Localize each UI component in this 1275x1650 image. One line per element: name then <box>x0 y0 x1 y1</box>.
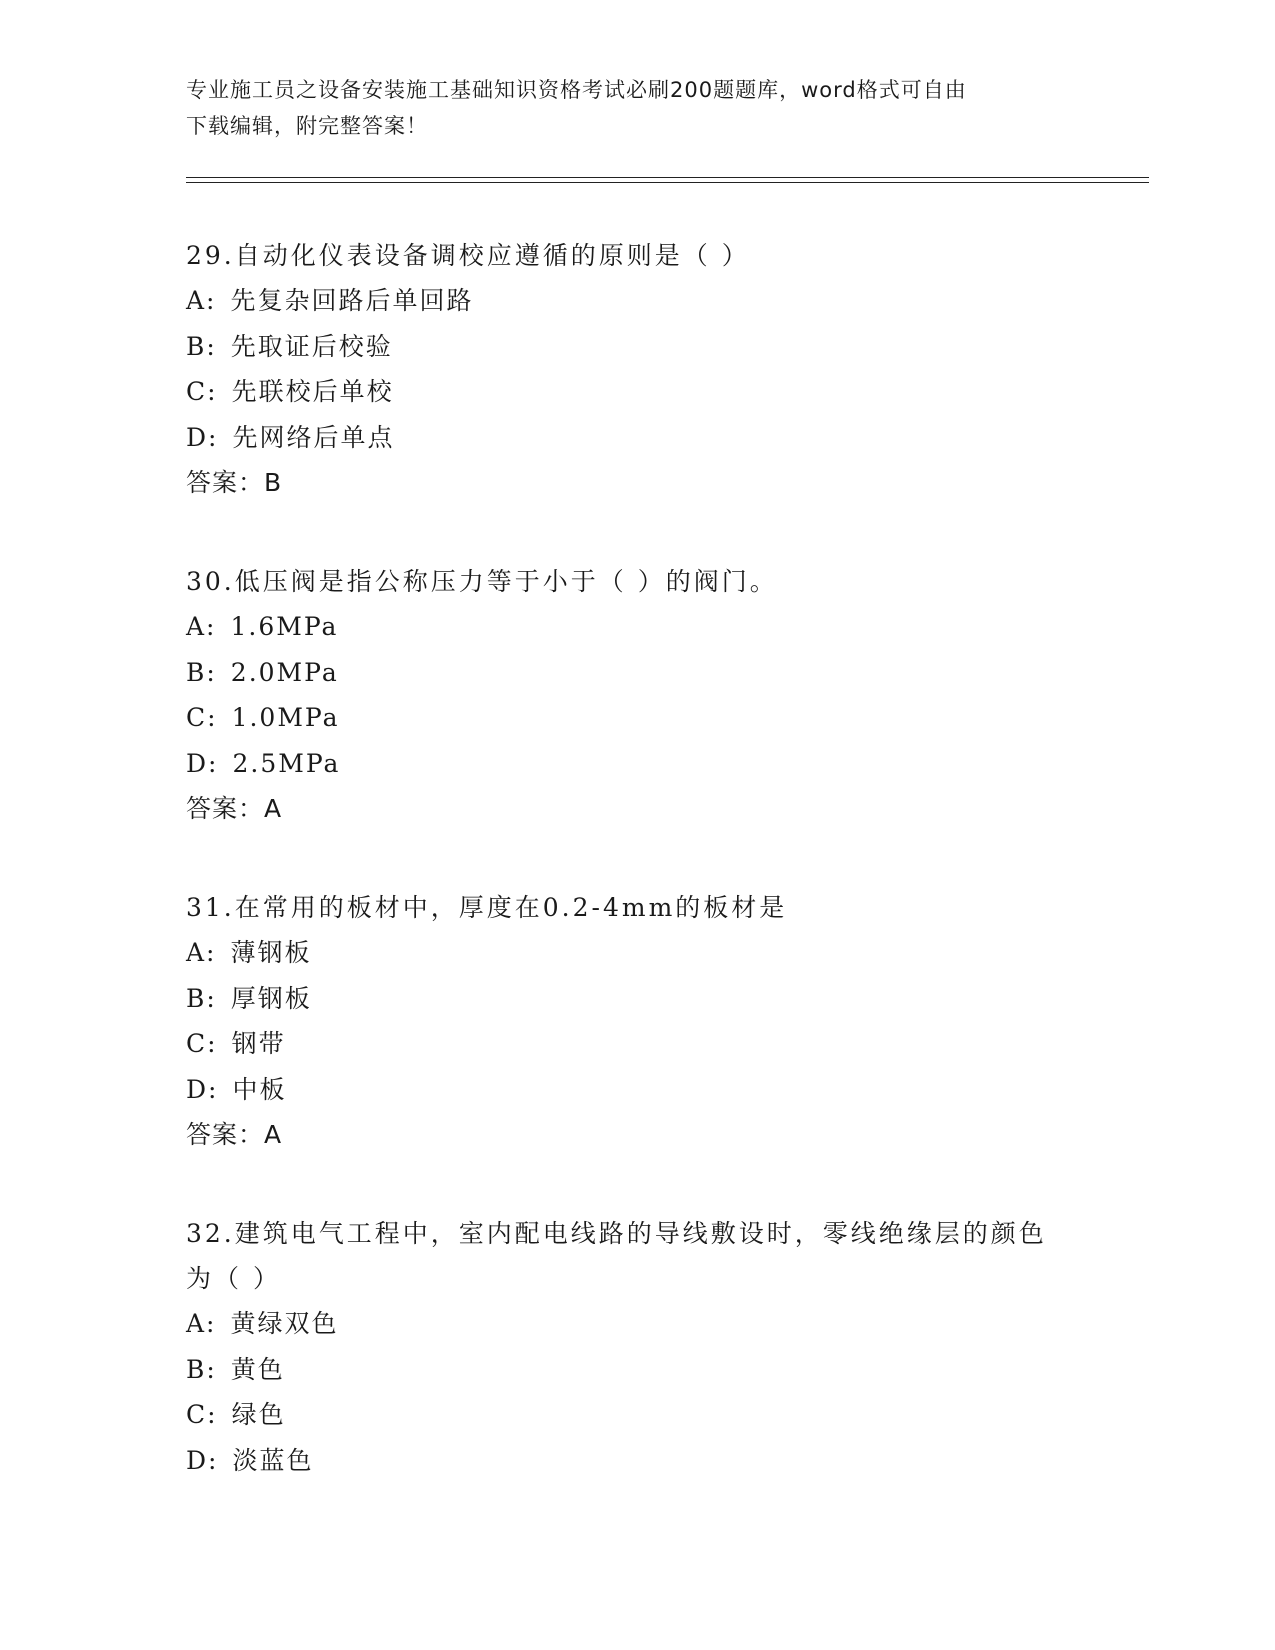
option-text: 1.6MPa <box>230 612 339 641</box>
option-letter: B: <box>186 657 217 687</box>
option-text: 绿色 <box>231 1400 286 1429</box>
question-30 <box>186 559 1086 831</box>
question-stem-line-1: 32.建筑电气工程中，室内配电线路的导线敷设时，零线绝缘层的颜色 <box>186 1219 1047 1248</box>
question-stem: 31.在常用的板材中，厚度在0.2-4mm的板材是 <box>186 893 788 922</box>
option-letter: B: <box>186 983 217 1013</box>
option-letter: A: <box>186 286 217 315</box>
option-text: 先复杂回路后单回路 <box>230 286 474 315</box>
option-letter: B: <box>186 1354 217 1384</box>
option-c <box>186 1021 1086 1067</box>
option-letter: A: <box>186 1309 217 1338</box>
option-c <box>186 1392 1086 1438</box>
option-text: 先取证后校验 <box>230 331 393 361</box>
question-31 <box>186 885 1086 1157</box>
option-a <box>186 604 1086 650</box>
option-letter: C: <box>186 377 218 406</box>
option-letter: C: <box>186 1400 218 1429</box>
answer-line: 答案：A <box>186 794 283 823</box>
option-letter: C: <box>186 1029 218 1058</box>
question-32 <box>186 1211 1086 1483</box>
option-letter: D: <box>186 1445 219 1475</box>
header-rule-top <box>186 177 1149 178</box>
answer-line: 答案：B <box>186 468 283 497</box>
option-letter: D: <box>186 422 219 452</box>
option-b <box>186 324 1086 370</box>
option-text: 2.0MPa <box>230 657 339 687</box>
question-list <box>186 233 1086 1537</box>
option-letter: D: <box>186 748 219 778</box>
option-text: 1.0MPa <box>231 703 340 732</box>
option-b <box>186 1347 1086 1393</box>
option-text: 先网络后单点 <box>232 422 395 452</box>
option-b <box>186 976 1086 1022</box>
option-d <box>186 415 1086 461</box>
option-a <box>186 1301 1086 1347</box>
header-rule-bottom <box>186 182 1149 183</box>
header-line-1: 专业施工员之设备安装施工基础知识资格考试必刷200题题库，word格式可自由 <box>186 78 967 102</box>
option-a <box>186 930 1086 976</box>
option-d <box>186 1438 1086 1484</box>
option-text: 黄色 <box>230 1354 285 1384</box>
option-a <box>186 278 1086 324</box>
option-text: 薄钢板 <box>230 938 312 967</box>
option-text: 2.5MPa <box>232 748 341 778</box>
header-line-2: 下载编辑，附完整答案！ <box>186 114 428 138</box>
document-header <box>186 72 1086 144</box>
question-stem-line-2: 为（ ） <box>186 1264 281 1293</box>
option-d <box>186 741 1086 787</box>
question-stem: 30.低压阀是指公称压力等于小于（ ）的阀门。 <box>186 567 778 596</box>
option-letter: B: <box>186 331 217 361</box>
answer-line: 答案：A <box>186 1120 283 1149</box>
question-stem: 29.自动化仪表设备调校应遵循的原则是（ ） <box>186 241 750 270</box>
option-c <box>186 369 1086 415</box>
option-letter: A: <box>186 612 217 641</box>
question-29 <box>186 233 1086 505</box>
option-letter: D: <box>186 1074 219 1104</box>
option-letter: C: <box>186 703 218 732</box>
option-b <box>186 650 1086 696</box>
option-text: 厚钢板 <box>230 983 312 1013</box>
option-d <box>186 1067 1086 1113</box>
option-c <box>186 695 1086 741</box>
option-text: 先联校后单校 <box>231 377 394 406</box>
option-text: 黄绿双色 <box>230 1309 339 1338</box>
option-text: 中板 <box>232 1074 287 1104</box>
option-letter: A: <box>186 938 217 967</box>
option-text: 淡蓝色 <box>232 1445 314 1475</box>
option-text: 钢带 <box>231 1029 286 1058</box>
